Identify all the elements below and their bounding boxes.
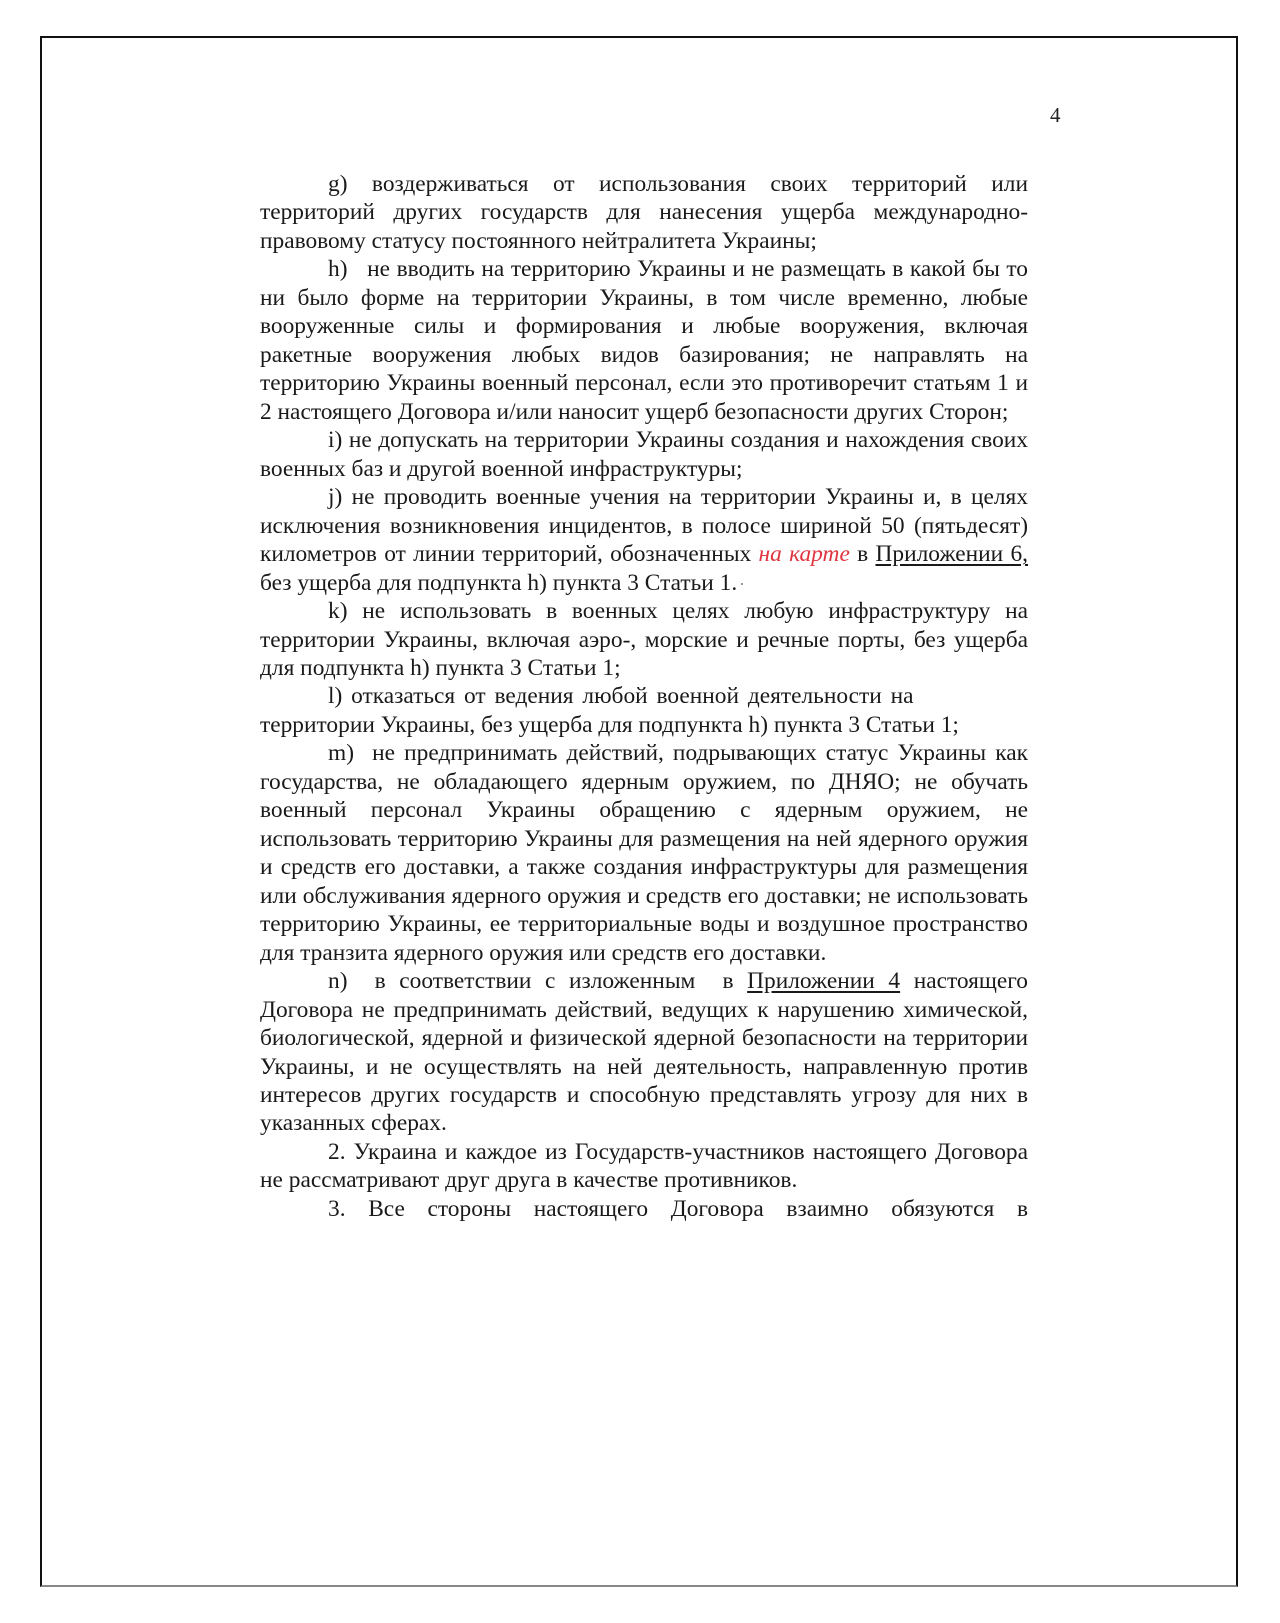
paragraph-j-text-2: в [849, 541, 876, 568]
appendix-4-link[interactable]: Приложении 4 [747, 968, 901, 995]
paragraph-m: m) не предпринимать действий, подрывающих статус Украины как государства, не обладающего ядерным оружием, по ДНЯО; не обучать военный персонал Украины обращению с ядерным оружием, не использовать территорию Украины для размещения на ней ядерного оружия и средств его доставки, а также создания инфраструктуры для размещения или обслуживания ядерного оружия и средств его доставки; не использовать территорию Украины, ее территориальные воды и воздушное пространство для транзита ядерного оружия или средств его доставки. [260, 740, 1034, 966]
paragraph-j-text-3: без ущерба для подпункта h) пункта 3 Статьи 1. [260, 569, 738, 596]
paragraph-l-line-1: l) отказаться от ведения любой военной деятельности на [328, 683, 914, 710]
formatting-mark-icon [741, 583, 743, 585]
page-number: 4 [1050, 103, 1061, 127]
paragraph-n-text-1: n) в соответствии с изложенным в [328, 968, 748, 995]
document-body [260, 170, 1034, 1223]
paragraph-k: k) не использовать в военных целях любую инфраструктуру на территории Украины, включая аэро-, морские и речные порты, без ущерба для подпункта h) пункта 3 Статьи 1; [260, 598, 1028, 681]
paragraph-i: i) не допускать на территории Украины создания и нахождения своих военных баз и другой военной инфраструктуры; [260, 427, 1028, 482]
paragraph-2: 2. Украина и каждое из Государств-участников настоящего Договора не рассматривают друг друга в качестве противников. [260, 1138, 1028, 1194]
paragraph-h: h) не вводить на территорию Украины и не размещать в какой бы то ни было форме на территории Украины, в том числе временно, любые вооруженные силы и формирования и любые вооружения, включая ракетные вооружения любых видов базирования; не направлять на территорию Украины военный персонал, если это противоречит статьям 1 и 2 настоящего Договора и/или наносит ущерб безопасности других Сторон; [260, 256, 1034, 425]
map-reference-highlight: на карте [758, 541, 850, 568]
paragraph-n-text-2: настоящего Договора не предпринимать действий, ведущих к нарушению химической, биологической, ядерной и физической ядерной безопасности на территории Украины, и не осуществлять на ней деятельность, направленную против интересов других государств и способную представлять угрозу для них в указанных сферах. [260, 968, 1034, 1137]
paragraph-j-text-1: j) не проводить военные учения на территории Украины и, в целях исключения возникновения инцидентов, в полосе шириной 50 (пятьдесят) километров от линии территорий, обозначенных [260, 484, 1028, 568]
paragraph-l-line-2: территории Украины, без ущерба для подпункта h) пункта 3 Статьи 1; [260, 711, 959, 738]
appendix-6-link[interactable]: Приложении 6, [875, 541, 1028, 568]
paragraph-n [260, 967, 1034, 1138]
paragraph-j [260, 483, 1028, 597]
paragraph-l [260, 682, 1028, 739]
paragraph-3: 3. Все стороны настоящего Договора взаимно обязуются в [328, 1195, 1028, 1222]
paragraph-g: g) воздерживаться от использования своих территорий или территорий других государств для нанесения ущерба международно-правовому статусу постоянного нейтралитета Украины; [260, 171, 1028, 254]
